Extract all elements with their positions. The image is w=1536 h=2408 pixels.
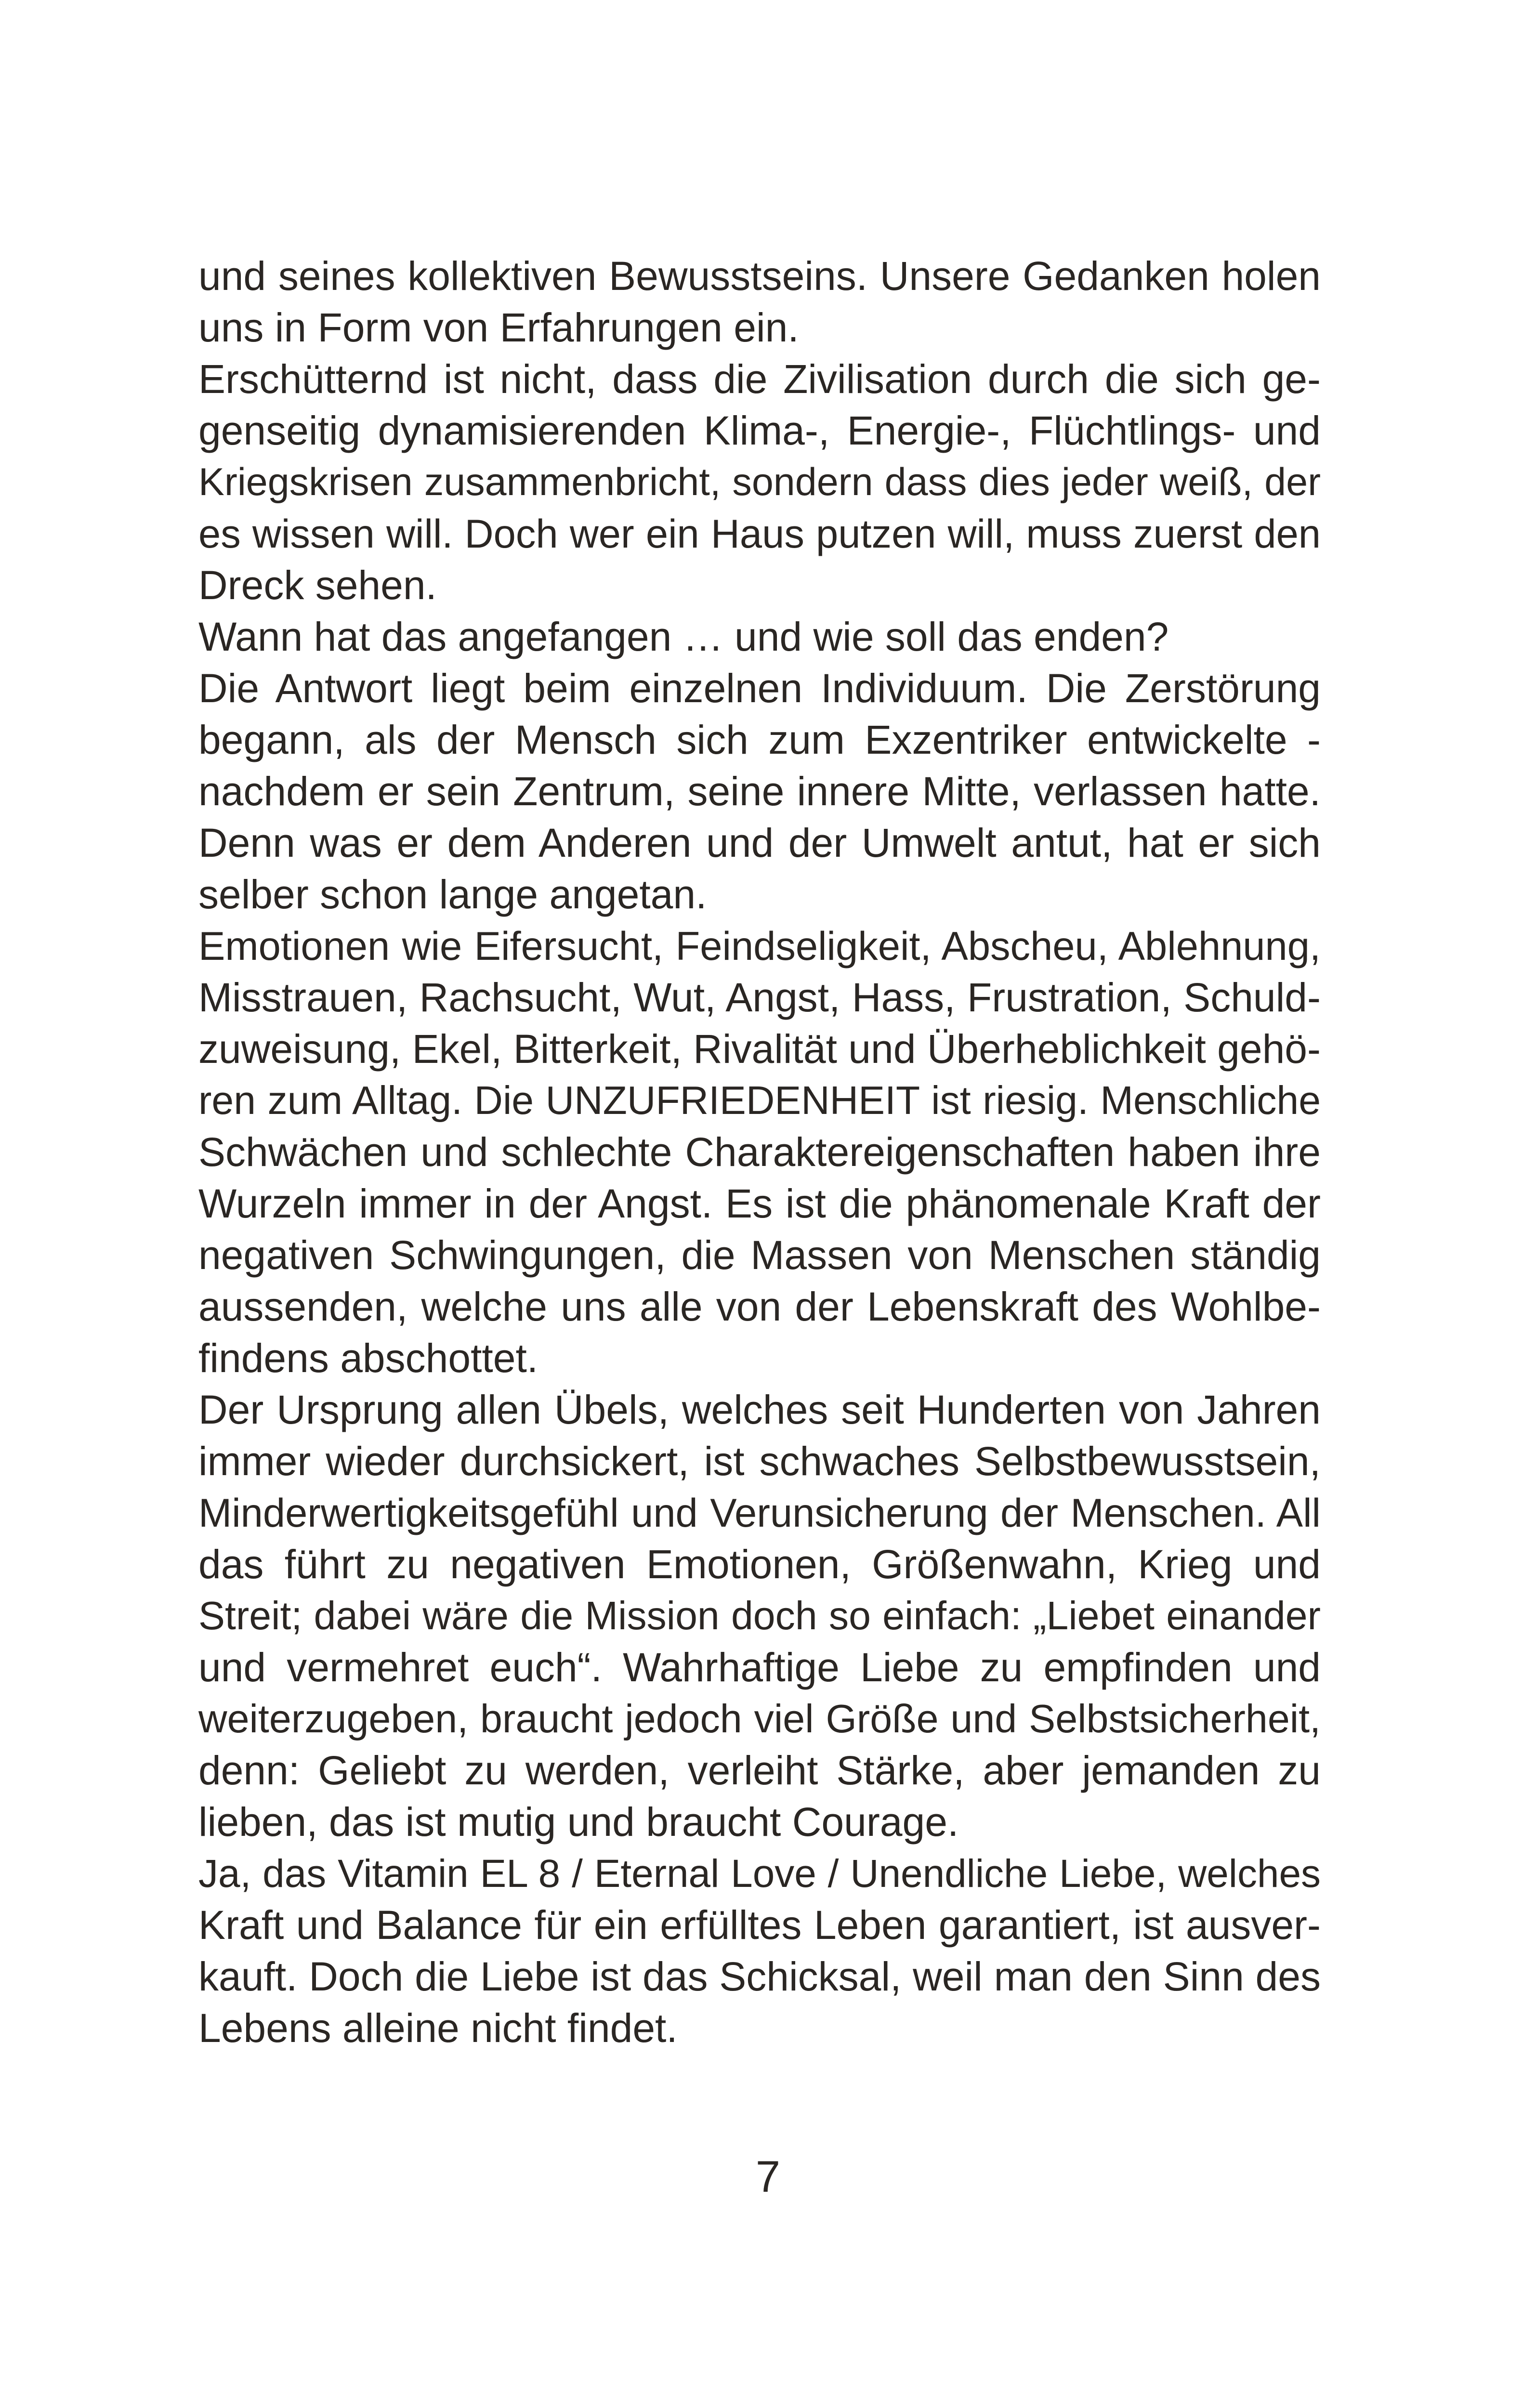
text-line: nachdem er sein Zentrum, seine innere Mitte, verlassen hatte. — [198, 769, 1321, 814]
text-line: Streit; dabei wäre die Mission doch so einfach: „Liebet einander — [198, 1594, 1321, 1638]
text-line: weiterzugeben, braucht jedoch viel Größe und Selbstsicherheit, — [198, 1697, 1321, 1741]
text-line: Wurzeln immer in der Angst. Es ist die phänomenale Kraft der — [198, 1181, 1321, 1226]
text-line: zuweisung, Ekel, Bitterkeit, Rivalität und Überheblichkeit gehö- — [198, 1026, 1321, 1072]
text-line: Lebens alleine nicht findet. — [198, 2005, 678, 2051]
page-number: 7 — [755, 2152, 781, 2201]
text-line: Die Antwort liegt beim einzelnen Individuum. Die Zerstörung — [198, 666, 1321, 711]
text-line: negativen Schwingungen, die Massen von Menschen ständig — [198, 1232, 1321, 1278]
text-line: Schwächen und schlechte Charaktereigenschaften haben ihre — [198, 1129, 1321, 1175]
text-line: findens abschottet. — [198, 1335, 538, 1381]
text-line: Kraft und Balance für ein erfülltes Leben garantiert, ist ausver- — [198, 1902, 1321, 1948]
text-line: Misstrauen, Rachsucht, Wut, Angst, Hass, Frustration, Schuld- — [198, 975, 1321, 1020]
body-text — [198, 250, 1321, 2054]
text-line: Emotionen wie Eifersucht, Feindseligkeit, Abscheu, Ablehnung, — [198, 924, 1321, 968]
text-line: ren zum Alltag. Die UNZUFRIEDENHEIT ist riesig. Menschliche — [198, 1078, 1321, 1123]
text-line: kauft. Doch die Liebe ist das Schicksal, weil man den Sinn des — [198, 1954, 1321, 1999]
text-line: und seines kollektiven Bewusstseins. Unsere Gedanken holen — [198, 253, 1321, 299]
text-line: Der Ursprung allen Übels, welches seit Hunderten von Jahren — [198, 1387, 1321, 1432]
text-line: das führt zu negativen Emotionen, Größenwahn, Krieg und — [198, 1542, 1321, 1587]
text-line: Dreck sehen. — [198, 563, 437, 608]
text-line: Erschütternd ist nicht, dass die Zivilisation durch die sich ge- — [198, 356, 1321, 402]
text-line: lieben, das ist mutig und braucht Courage. — [198, 1799, 959, 1845]
text-line: Ja, das Vitamin EL 8 / Eternal Love / Unendliche Liebe, welches — [198, 1852, 1321, 1896]
text-line: Denn was er dem Anderen und der Umwelt antut, hat er sich — [198, 820, 1321, 865]
text-line: Minderwertigkeitsgefühl und Verunsicherung der Menschen. All — [198, 1491, 1321, 1535]
text-line: es wissen will. Doch wer ein Haus putzen will, muss zuerst den — [198, 511, 1321, 556]
text-line: selber schon lange angetan. — [198, 872, 707, 917]
text-line: immer wieder durchsickert, ist schwaches Selbstbewusstsein, — [198, 1439, 1321, 1484]
text-line: Wann hat das angefangen … und wie soll das enden? — [198, 614, 1169, 659]
text-line: begann, als der Mensch sich zum Exzentriker entwickelte - — [198, 717, 1321, 762]
text-line: Kriegskrisen zusammenbricht, sondern dass dies jeder weiß, der — [198, 460, 1321, 504]
text-line: genseitig dynamisierenden Klima-, Energie-, Flüchtlings- und — [198, 408, 1321, 453]
text-line: uns in Form von Erfahrungen ein. — [198, 305, 799, 350]
text-line: und vermehret euch“. Wahrhaftige Liebe zu empfinden und — [198, 1645, 1321, 1690]
text-line: denn: Geliebt zu werden, verleiht Stärke, aber jemanden zu — [198, 1748, 1321, 1793]
text-line: aussenden, welche uns alle von der Lebenskraft des Wohlbe- — [198, 1284, 1321, 1329]
